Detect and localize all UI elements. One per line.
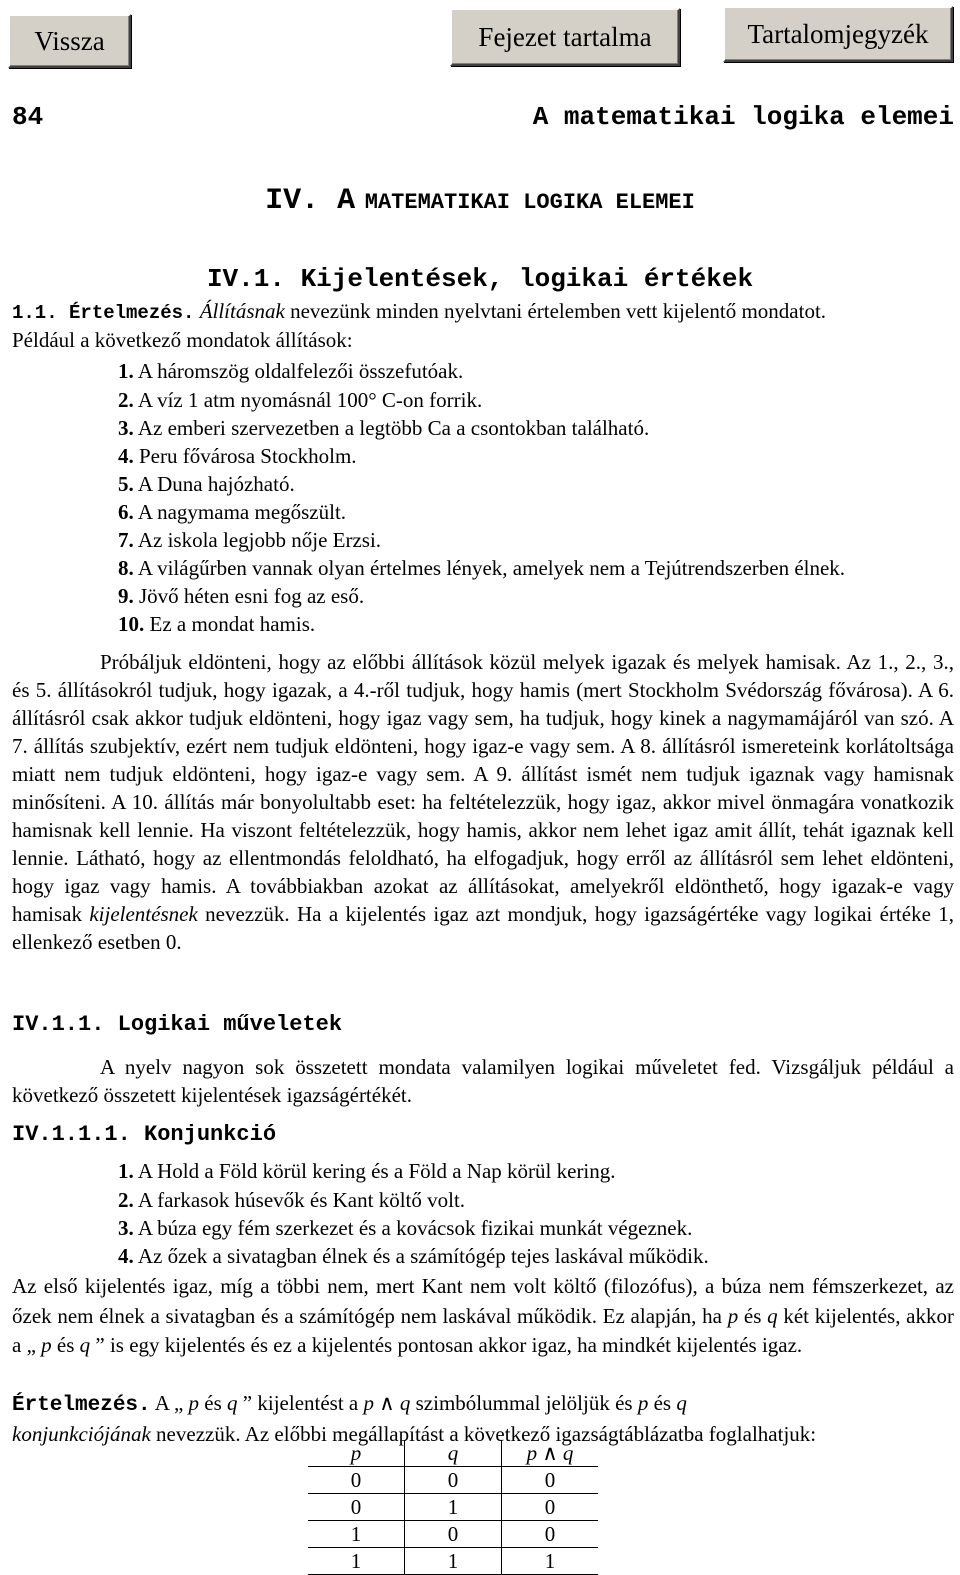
subsubsection-title: IV.1.1.1. Konjunkció (12, 1122, 277, 1147)
table-row (308, 1548, 598, 1575)
item-text: Az emberi szervezetben a legtöbb Ca a csontokban található. (133, 416, 650, 440)
item-number: 3. (118, 1216, 134, 1240)
definition-label: Értelmezés. (12, 1394, 151, 1417)
item-text: A Duna hajózható. (133, 472, 295, 496)
item-number: 2. (118, 388, 134, 412)
var-p: p (637, 1391, 649, 1415)
table-cell: 1 (405, 1494, 502, 1521)
chapter-title (0, 184, 960, 218)
var-q: q (767, 1303, 778, 1328)
table-header-cell: p (308, 1440, 405, 1467)
paragraph-truth-values (12, 648, 954, 956)
paragraph-text: és (51, 1333, 80, 1357)
item-number: 1. (118, 1159, 134, 1183)
definition-text: A „ (150, 1391, 189, 1415)
item-number: 10. (118, 612, 145, 636)
chapter-title-small: MATEMATIKAI LOGIKA ELEMEI (364, 190, 695, 215)
list-item (118, 527, 381, 554)
table-header-cell: q (405, 1440, 502, 1467)
list-item (118, 611, 315, 638)
list-item (118, 1187, 465, 1214)
table-cell: 0 (502, 1521, 599, 1548)
item-number: 4. (118, 1244, 134, 1268)
paragraph-conjunction-explanation (12, 1272, 954, 1361)
list-item (118, 1243, 709, 1270)
definition-text: nevezzük. Az előbbi megállapítást a következő igazságtáblázatba foglalhatjuk: (150, 1422, 817, 1446)
table-cell: 0 (308, 1494, 405, 1521)
var-q: q (227, 1391, 238, 1415)
item-text: A farkasok húsevők és Kant költő volt. (133, 1188, 466, 1212)
var-p: p (41, 1333, 52, 1357)
table-header-row (308, 1440, 598, 1467)
section-title: IV.1. Kijelentések, logikai értékek (206, 264, 754, 294)
paragraph-logical-operations: A nyelv nagyon sok összetett mondata valamilyen logikai műveletet fed. Vizsgáljuk például a következő összetett kijelentések igazságértékét. (12, 1055, 954, 1107)
definition-1 (12, 299, 826, 324)
var-q: q (676, 1391, 687, 1415)
definition-text: és (648, 1391, 677, 1415)
truth-table (308, 1440, 598, 1575)
item-text: Peru fővárosa Stockholm. (133, 444, 357, 468)
item-number: 3. (118, 416, 134, 440)
back-button[interactable]: Vissza (8, 14, 131, 68)
definition-text: ” kijelentést a (237, 1391, 364, 1415)
item-text: A Hold a Föld körül kering és a Föld a Nap körül kering. (133, 1159, 616, 1183)
conjunction-symbol: p ∧ q (363, 1391, 411, 1415)
chapter-contents-button[interactable]: Fejezet tartalma (450, 8, 680, 66)
table-row (308, 1494, 598, 1521)
definition-text: nevezünk minden nyelvtani értelemben vett kijelentő mondatot. (284, 299, 827, 323)
item-text: Az őzek a sivatagban élnek és a számítógép tejes laskával működik. (133, 1244, 709, 1268)
paragraph-text-end: nevezzük. Ha a kijelentés igaz azt mondjuk, hogy igazságértéke vagy logikai értéke 1, ellenkező esetben 0. (12, 902, 954, 954)
list-item (118, 415, 649, 442)
item-text: Jövő héten esni fog az eső. (133, 584, 365, 608)
table-cell: 0 (405, 1521, 502, 1548)
item-number: 8. (118, 556, 134, 580)
table-cell: 1 (308, 1521, 405, 1548)
list-item (118, 555, 845, 582)
page-number: 84 (12, 102, 44, 132)
table-cell: 0 (502, 1494, 599, 1521)
item-number: 5. (118, 472, 134, 496)
item-text: A háromszög oldalfelezői összefutóak. (133, 359, 464, 383)
running-title: A matematikai logika elemei (532, 102, 954, 132)
var-q: q (79, 1333, 91, 1357)
table-row (308, 1467, 598, 1494)
list-item (118, 1215, 692, 1242)
table-header-cell: p ∧ q (502, 1440, 599, 1467)
item-text: Az iskola legjobb nője Erzsi. (133, 528, 382, 552)
item-number: 7. (118, 528, 134, 552)
list-item (118, 499, 346, 526)
item-number: 2. (118, 1188, 134, 1212)
list-item (118, 471, 295, 498)
table-row (308, 1521, 598, 1548)
table-cell: 1 (308, 1548, 405, 1575)
paragraph-text: ” is egy kijelentés és ez a kijelentés pontosan akkor igaz, ha mindkét kijelentés igaz. (90, 1333, 803, 1357)
list-item (118, 583, 364, 610)
item-number: 6. (118, 500, 134, 524)
table-cell: 0 (502, 1467, 599, 1494)
table-cell: 0 (405, 1467, 502, 1494)
item-number: 1. (118, 359, 134, 383)
list-item (118, 358, 463, 385)
var-p: p (188, 1391, 200, 1415)
konjunkcio-term: konjunkciójának (12, 1422, 151, 1446)
paragraph-text: Az első kijelentés igaz, míg a többi nem, mert Kant nem volt költő (filozófus), a búza nem fémszerkezet, az őzek nem élnek a sivatagban és a számítógép nem laskával működik. Ez alapján, ha (12, 1274, 954, 1328)
table-cell: 1 (405, 1548, 502, 1575)
item-text: A világűrben vannak olyan értelmes lények, amelyek nem a Tejútrendszerben élnek. (133, 556, 846, 580)
table-cell: 0 (308, 1467, 405, 1494)
chapter-title-big: IV. A (265, 184, 356, 218)
item-text: A búza egy fém szerkezet és a kovácsok fizikai munkát végeznek. (133, 1216, 693, 1240)
paragraph-text: és (738, 1303, 768, 1328)
item-number: 4. (118, 444, 134, 468)
var-p: p (727, 1303, 739, 1328)
table-cell: 1 (502, 1548, 599, 1575)
list-item (118, 443, 357, 470)
definition-term: Állításnak (199, 299, 285, 323)
kijelentes-term: kijelentésnek (89, 902, 198, 926)
paragraph-text: Próbáljuk eldönteni, hogy az előbbi állítások közül melyek igazak és melyek hamisak. Az 1., 2., 3., és 5. állításokról tudjuk, hogy igazak, a 4.-ről tudjuk, hogy hamis (mert Stockholm Svédország fővárosa). A 6. állításról csak akkor tudjuk eldönteni, hogy igaz vagy sem, ha tudjuk, hogy kinek a nagymamájáról van szó. A 7. állítás szubjektív, ezért nem tudjuk eldönteni, hogy igaz-e vagy sem. A 8. állításról ismereteink korlátoltsága miatt nem tudjuk eldönteni, hogy igaz-e vagy sem. A 9. állítást ismét nem tudjuk igaznak vagy hamisnak minősíteni. A 10. állítás már bonyolultabb eset: ha feltételezzük, hogy igaz, akkor mivel önmagára vonatkozik hamisnak kell lennie. Ha viszont feltételezzük, hogy hamis, akkor nem lehet igaz amit állít, tehát igaznak kell lennie. Látható, hogy az ellentmondás feloldható, ha elfogadjuk, hogy erről az állításról sem lehet eldönteni, hogy igaz vagy hamis. A továbbiakban azokat az állításokat, amelyekről eldönthető, hogy igazak-e vagy hamisak (12, 650, 954, 926)
list-item (118, 387, 482, 414)
intro-line: Például a következő mondatok állítások: (12, 328, 353, 352)
item-text: A víz 1 atm nyomásnál 100° C-on forrik. (133, 388, 483, 412)
table-of-contents-button[interactable]: Tartalomjegyzék (723, 6, 953, 62)
definition-text: és (199, 1391, 228, 1415)
definition-text: szimbólummal jelöljük és (410, 1391, 638, 1415)
paragraph-text: két kijelentés, akkor a „ (12, 1303, 954, 1357)
item-text: Ez a mondat hamis. (144, 612, 316, 636)
item-text: A nagymama megőszült. (133, 500, 347, 524)
definition-label: 1.1. Értelmezés. (12, 302, 195, 324)
list-item (118, 1158, 616, 1185)
subsection-title: IV.1.1. Logikai műveletek (12, 1012, 343, 1037)
item-number: 9. (118, 584, 134, 608)
